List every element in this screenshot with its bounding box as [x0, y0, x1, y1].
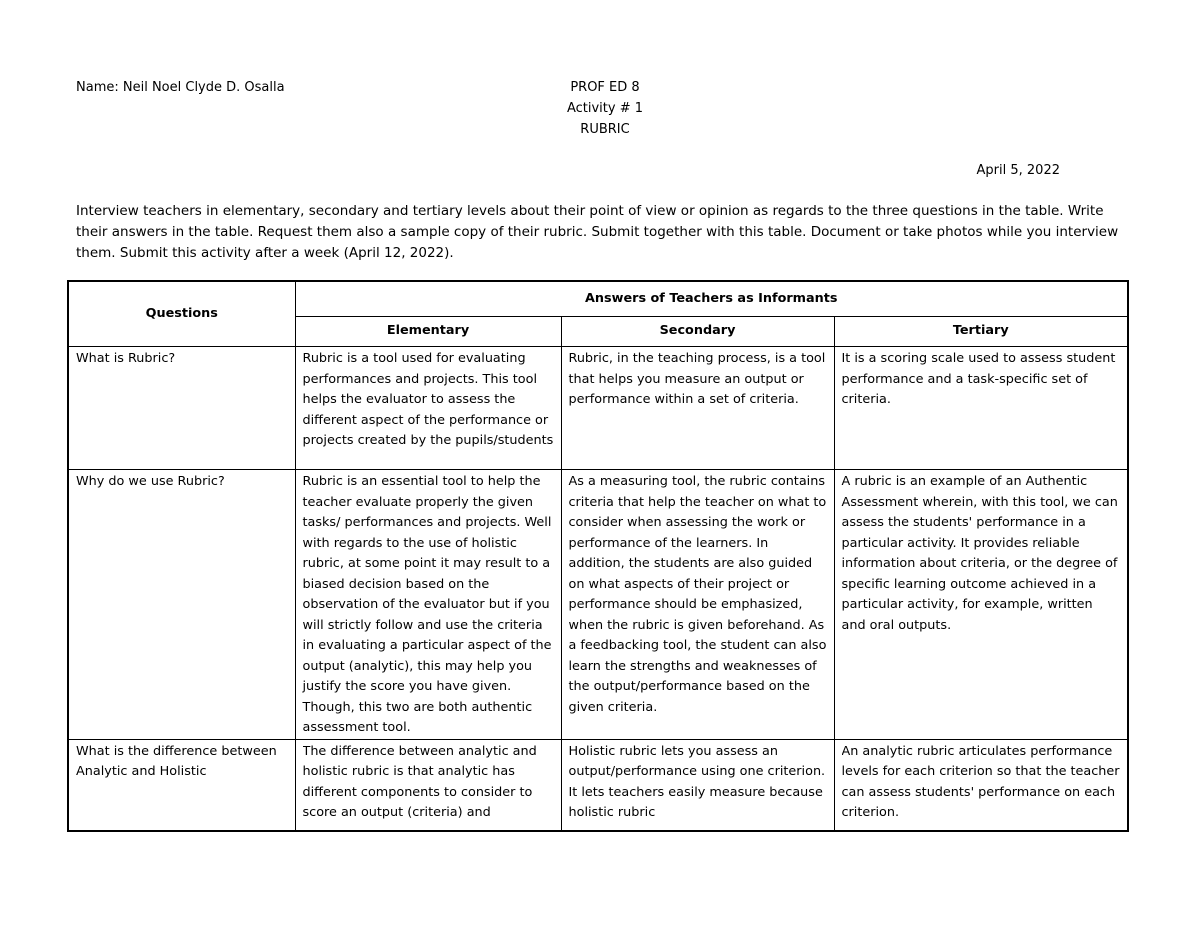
answer-tertiary: A rubric is an example of an Authentic Assessment wherein, with this tool, we can assess the students' performance in a particular activity. It provides reliable information about criteria, or the degree of specific learning outcome achieved in a particular activity, for example, written and oral outputs. — [834, 470, 1128, 740]
answer-secondary: Rubric, in the teaching process, is a tool that helps you measure an output or performance within a set of criteria. — [561, 347, 834, 470]
question-cell: What is Rubric? — [68, 347, 295, 470]
answer-tertiary — [834, 739, 1128, 831]
document-date: April 5, 2022 — [976, 163, 1060, 178]
answer-secondary: As a measuring tool, the rubric contains criteria that help the teacher on what to consider when assessing the work or performance of the learners. In addition, the students are also guided on what aspects of their project or performance should be emphasized, when the rubric is given beforehand. As a feedbacking tool, the student can also learn the strengths and weaknesses of the output/performance based on the given criteria. — [561, 470, 834, 740]
answer-tertiary: It is a scoring scale used to assess student performance and a task-specific set of criteria. — [834, 347, 1128, 470]
questions-header: Questions — [68, 281, 295, 347]
course-code: PROF ED 8 — [570, 80, 640, 95]
column-header-tertiary: Tertiary — [834, 317, 1128, 347]
answer-secondary — [561, 739, 834, 831]
answers-header: Answers of Teachers as Informants — [295, 281, 1128, 317]
rubric-table — [67, 280, 1129, 832]
document-title: RUBRIC — [580, 122, 630, 137]
answer-elementary — [295, 739, 561, 831]
column-header-secondary: Secondary — [561, 317, 834, 347]
activity-number: Activity # 1 — [566, 101, 644, 116]
answer-elementary: Rubric is a tool used for evaluating performances and projects. This tool helps the evaluator to assess the different aspect of the performance or projects created by the pupils/students — [295, 347, 561, 470]
answer-elementary: Rubric is an essential tool to help the teacher evaluate properly the given tasks/ performances and projects. Well with regards to the use of holistic rubric, at some point it may result to a biased decision based on the observation of the evaluator but if you will strictly follow and use the criteria in evaluating a particular aspect of the output (analytic), this may help you justify the score you have given. Though, this two are both authentic assessment tool. — [295, 470, 561, 740]
table-row — [68, 470, 1128, 740]
student-name: Name: Neil Noel Clyde D. Osalla — [76, 80, 285, 95]
table-row — [68, 739, 1128, 831]
table-row — [68, 347, 1128, 470]
table-header-row — [68, 281, 1128, 317]
answer-text: An analytic rubric articulates performance levels for each criterion so that the teacher can assess students' performance on each criterion. — [841, 743, 1120, 820]
answer-text: The difference between analytic and holistic rubric is that analytic has different components to consider to score an output (criteria) and — [302, 743, 537, 820]
question-cell: Why do we use Rubric? — [68, 470, 295, 740]
instructions-paragraph: Interview teachers in elementary, secondary and tertiary levels about their point of view or opinion as regards to the three questions in the table. Write their answers in the table. Request them also a sample copy of their rubric. Submit together with this table. Document or take photos while you interview them. Submit this activity after a week (April 12, 2022). — [76, 203, 1119, 261]
question-text: What is the difference between Analytic and Holistic — [76, 743, 277, 779]
question-cell — [68, 739, 295, 831]
answer-text: Holistic rubric lets you assess an output/performance using one criterion. It lets teachers easily measure because holistic rubric — [568, 743, 826, 820]
column-header-elementary: Elementary — [295, 317, 561, 347]
